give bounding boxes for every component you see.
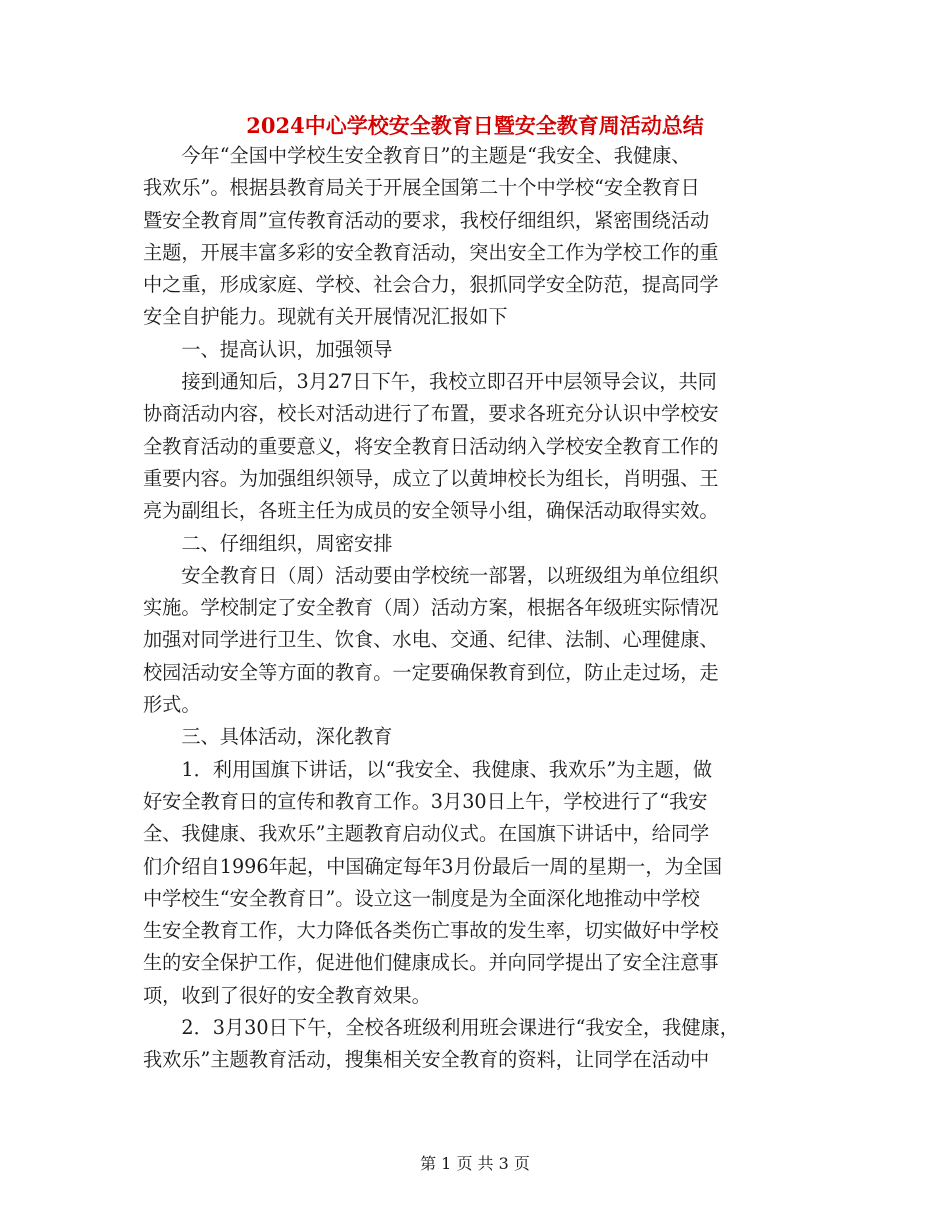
- body-line: 2．3月30日下午，全校各班级利用班会课进行“我安全，我健康，: [143, 1016, 739, 1040]
- body-line: 亮为副组长，各班主任为成员的安全领导小组，确保活动取得实效。: [143, 499, 719, 523]
- document-body: [143, 140, 807, 1077]
- body-line: 重要内容。为加强组织领导，成立了以黄坤校长为组长，肖明强、王: [143, 466, 719, 490]
- body-line: 全、我健康、我欢乐”主题教育启动仪式。在国旗下讲话中，给同学: [143, 822, 710, 846]
- body-line: 协商活动内容，校长对活动进行了布置，要求各班充分认识中学校安: [143, 402, 719, 426]
- body-line: 三、具体活动，深化教育: [143, 725, 393, 749]
- body-line: 安全教育日（周）活动要由学校统一部署，以班级组为单位组织: [143, 563, 719, 587]
- body-line: 们介绍自1996年起，中国确定每年3月份最后一周的星期一，为全国: [143, 854, 723, 878]
- body-line: 项，收到了很好的安全教育效果。: [143, 983, 431, 1007]
- body-line: 主题，开展丰富多彩的安全教育活动，突出安全工作为学校工作的重: [143, 240, 719, 264]
- body-line: 实施。学校制定了安全教育（周）活动方案，根据各年级班实际情况: [143, 596, 719, 620]
- body-line: 一、提高认识，加强领导: [143, 337, 393, 361]
- body-line: 接到通知后，3月27日下午，我校立即召开中层领导会议，共同: [143, 370, 717, 394]
- body-line: 全教育活动的重要意义，将安全教育日活动纳入学校安全教育工作的: [143, 434, 719, 458]
- body-line: 中学校生“安全教育日”。设立这一制度是为全面深化地推动中学校: [143, 886, 700, 910]
- body-line: 生的安全保护工作，促进他们健康成长。并向同学提出了安全注意事: [143, 951, 719, 975]
- body-line: 加强对同学进行卫生、饮食、水电、交通、纪律、法制、心理健康、: [143, 628, 719, 652]
- body-line: 暨安全教育周”宣传教育活动的要求，我校仔细组织，紧密围绕活动: [143, 208, 710, 232]
- body-line: 1．利用国旗下讲话，以“我安全、我健康、我欢乐”为主题，做: [143, 757, 713, 781]
- body-line: 中之重，形成家庭、学校、社会合力，狠抓同学安全防范，提高同学: [143, 273, 719, 297]
- body-line: 形式。: [143, 693, 201, 717]
- document-title: 2024中心学校安全教育日暨安全教育周活动总结: [246, 113, 704, 138]
- body-line: 好安全教育日的宣传和教育工作。3月30日上午，学校进行了“我安: [143, 789, 708, 813]
- page-footer: 第 1 页 共 3 页: [420, 1154, 530, 1173]
- body-line: 生安全教育工作，大力降低各类伤亡事故的发生率，切实做好中学校: [143, 919, 719, 943]
- body-line: 二、仔细组织，周密安排: [143, 531, 393, 555]
- body-line: 我欢乐”。根据县教育局关于开展全国第二十个中学校“安全教育日: [143, 176, 700, 200]
- body-line: 今年“全国中学校生安全教育日”的主题是“我安全、我健康、: [143, 144, 691, 167]
- body-line: 校园活动安全等方面的教育。一定要确保教育到位，防止走过场，走: [143, 660, 719, 684]
- body-line: 安全自护能力。现就有关开展情况汇报如下: [143, 305, 508, 329]
- body-line: 我欢乐”主题教育活动，搜集相关安全教育的资料，让同学在活动中: [143, 1048, 710, 1072]
